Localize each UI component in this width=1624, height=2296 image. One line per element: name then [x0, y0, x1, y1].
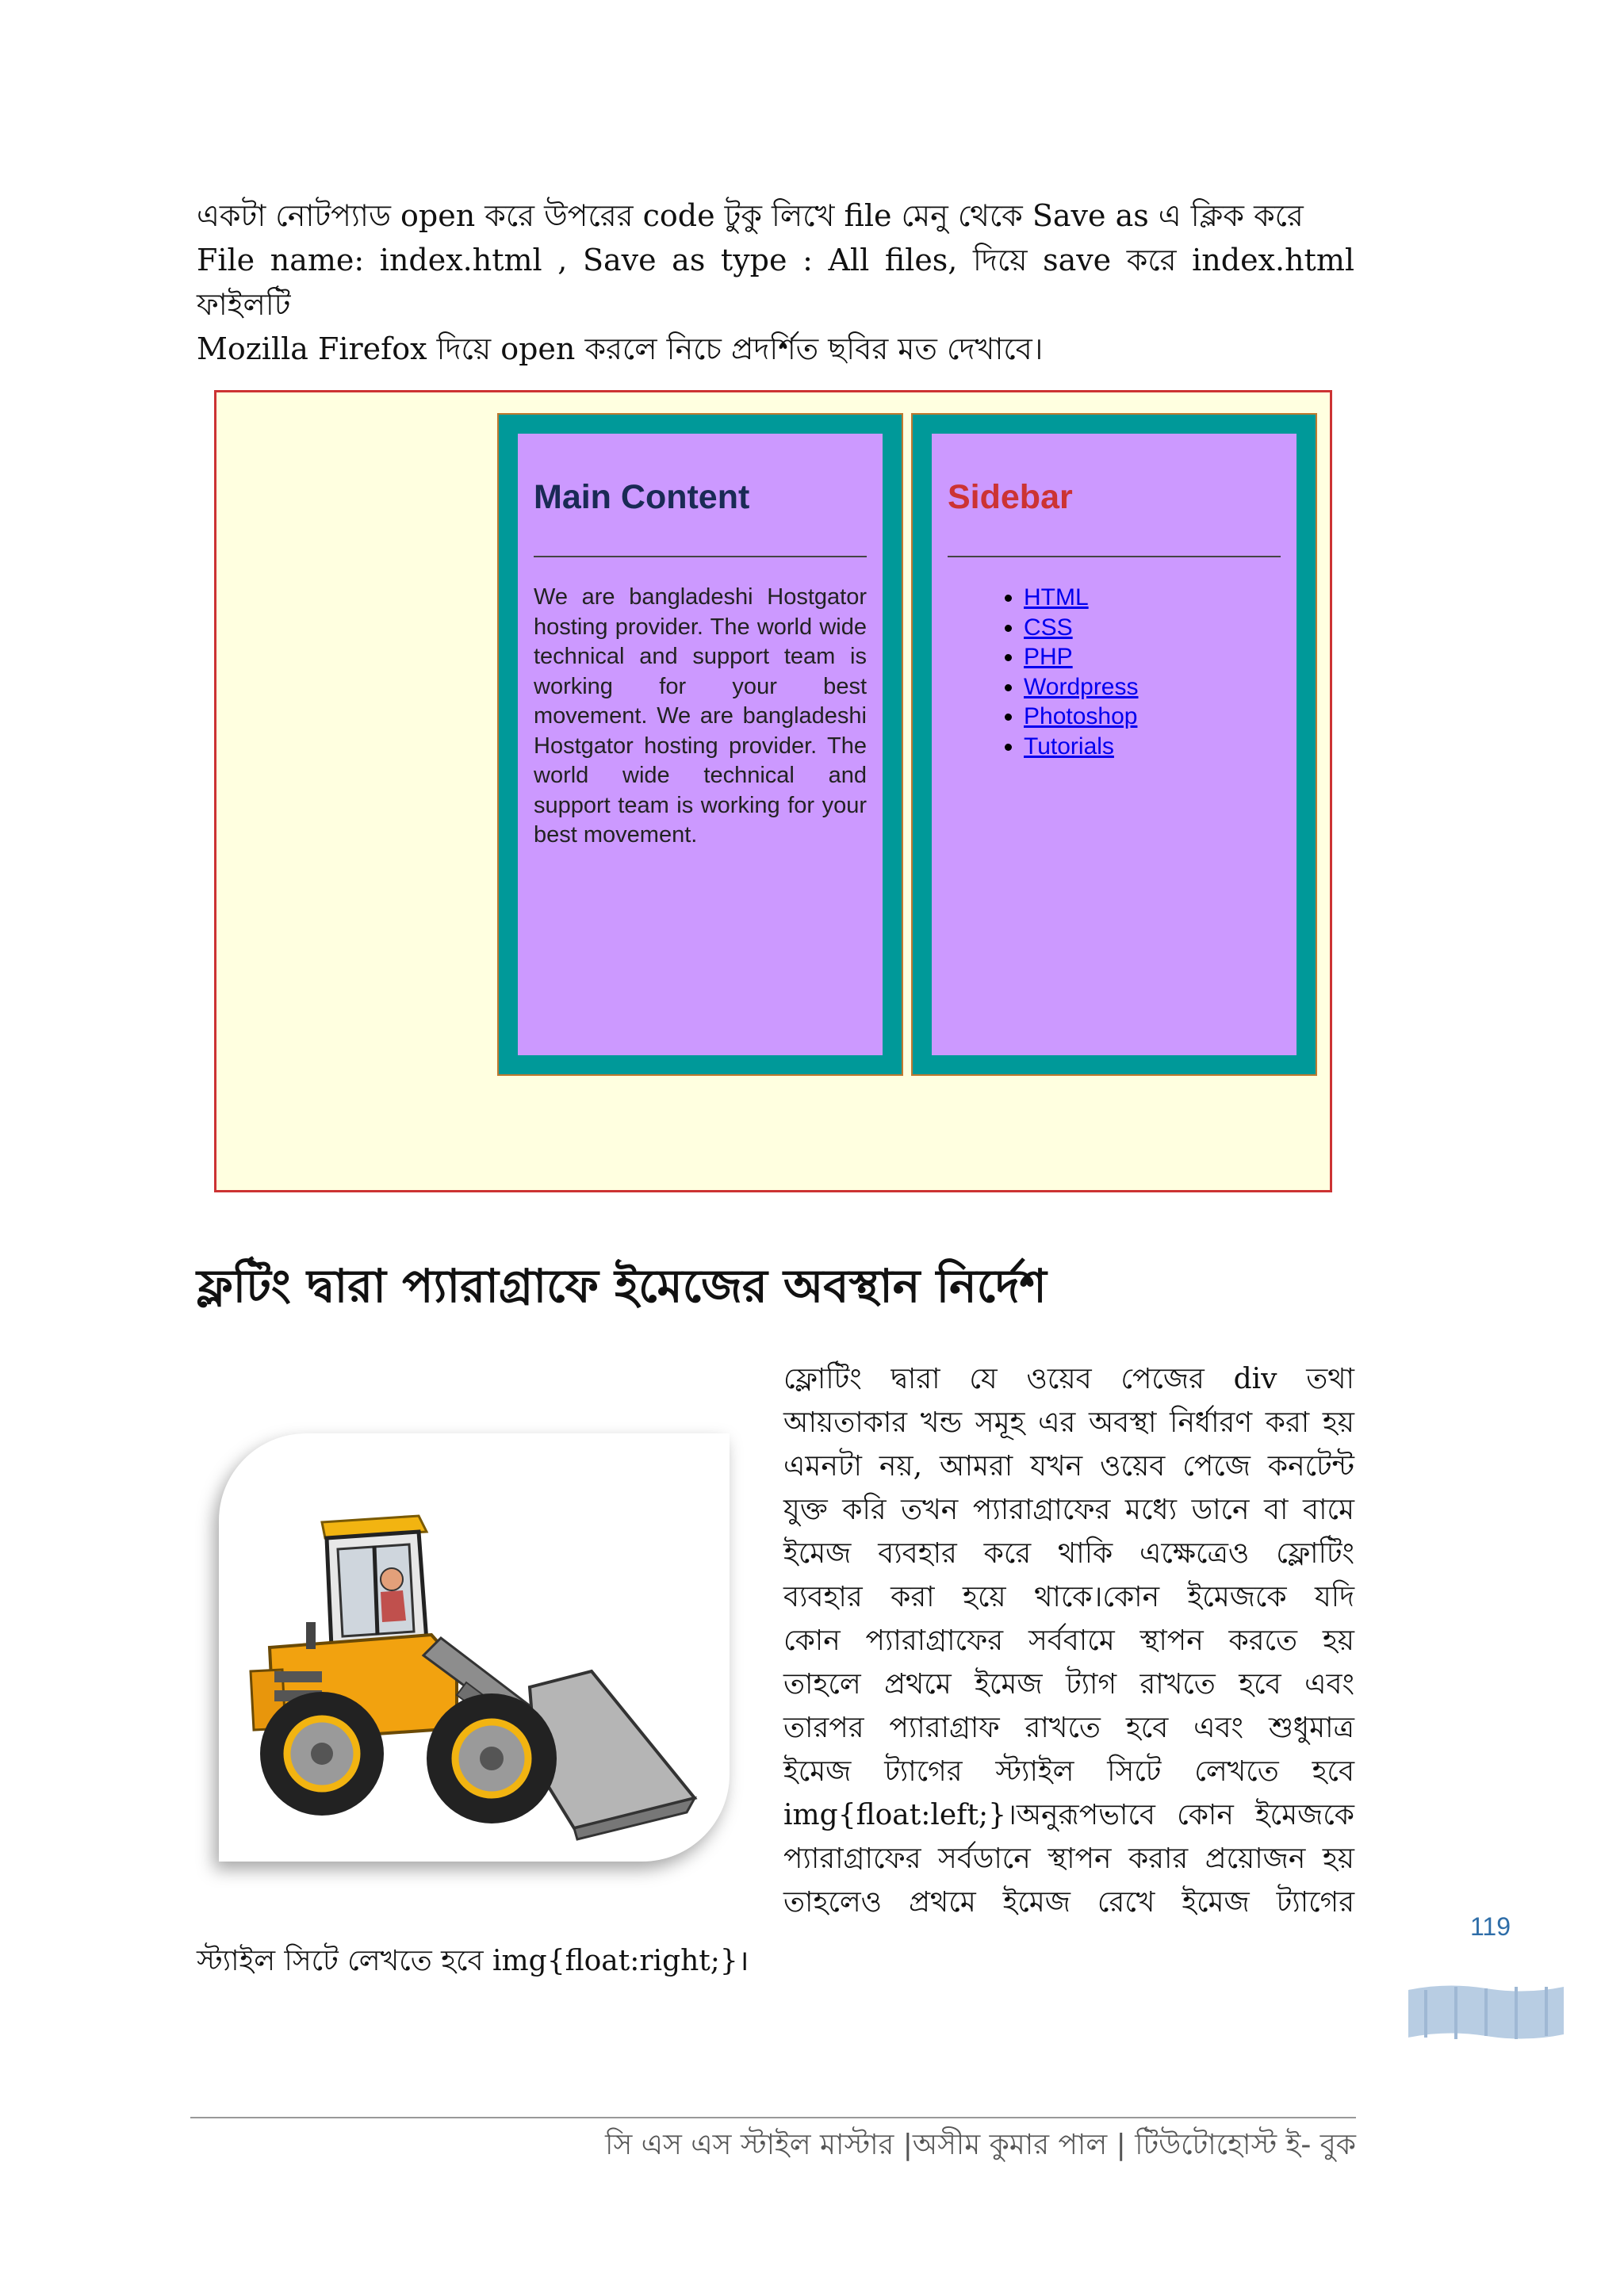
page-ribbon-decoration: [1408, 1982, 1564, 2045]
floating-paragraph: [783, 1357, 1354, 1924]
wheel-loader-image: [219, 1433, 730, 1862]
main-content-text: We are bangladeshi Hostgator hosting provider. The world wide technical and support team is working for your best movement. We are bangladeshi Hostgator hosting provider. The world wide technical and support team is working for your best movement.: [534, 584, 867, 848]
sidebar-link-php[interactable]: PHP: [1024, 644, 1073, 670]
paragraph-line: তাহলে প্রথমে ইমেজ ট্যাগ রাখতে হবে এবং: [783, 1668, 1354, 1701]
intro-line-2: File name: index.html , Save as type : All files, দিয়ে save করে index.html ফাইলটি: [197, 243, 1354, 322]
paragraph-line: ইমেজ ব্যবহার করে থাকি এক্ষেত্রেও ফ্লোটিং: [783, 1537, 1354, 1570]
sidebar-link-html[interactable]: HTML: [1024, 584, 1089, 610]
main-content-inner: [518, 434, 883, 1055]
sidebar-link-css[interactable]: CSS: [1024, 614, 1073, 641]
page-footer: সি এস এস স্টাইল মাস্টার |অসীম কুমার পাল | টিউটোহোস্ট ই- বুক: [605, 2129, 1356, 2161]
sidebar-box: [911, 413, 1317, 1076]
paragraph-line: তাহলেও প্রথমে ইমেজ রেখে ইমেজ ট্যাগের: [783, 1886, 1354, 1919]
paragraph-line: প্যারাগ্রাফের সর্বডানে স্থাপন করার প্রয়োজন হয়: [783, 1843, 1354, 1875]
sidebar-divider: [948, 556, 1281, 557]
intro-paragraph: [197, 193, 1354, 371]
footer-divider: [190, 2117, 1356, 2118]
paragraph-line: আয়তাকার খন্ড সমূহ এর অবস্থা নির্ধারণ করা হয়: [783, 1406, 1354, 1439]
list-item: [1024, 613, 1281, 643]
paragraph-line: কোন প্যারাগ্রাফের সর্ববামে স্থাপন করতে হয়: [783, 1624, 1354, 1657]
main-content-title: Main Content: [534, 478, 750, 516]
main-content-box: [497, 413, 903, 1076]
sidebar-title: Sidebar: [948, 478, 1073, 516]
paragraph-line: ফ্লোটিং দ্বারা যে ওয়েব পেজের div তথা: [783, 1363, 1354, 1395]
list-item: [1024, 583, 1281, 613]
paragraph-tail: স্ট্যাইল সিটে লেখতে হবে img{float:right;}।: [197, 1945, 749, 1977]
paragraph-line: ইমেজ ট্যাগের স্ট্যাইল সিটে লেখতে হবে: [783, 1755, 1354, 1788]
paragraph-line: যুক্ত করি তখন প্যারাগ্রাফের মধ্যে ডানে বা বামে: [783, 1494, 1354, 1526]
list-item: [1024, 672, 1281, 702]
list-item: [1024, 732, 1281, 762]
paragraph-line: ব্যবহার করা হয়ে থাকে।কোন ইমেজকে যদি: [783, 1581, 1354, 1613]
intro-line-1: একটা নোটপ্যাড open করে উপরের code টুকু লিখে file মেনু থেকে Save as এ ক্লিক করে: [197, 198, 1304, 233]
list-item: [1024, 702, 1281, 732]
sidebar-link-wordpress[interactable]: Wordpress: [1024, 673, 1139, 700]
page-number: 119: [1470, 1912, 1511, 1941]
list-item: [1024, 642, 1281, 672]
sidebar-link-list: [948, 583, 1281, 761]
sidebar-link-photoshop[interactable]: Photoshop: [1024, 703, 1138, 729]
paragraph-line: তারপর প্যারাগ্রাফ রাখতে হবে এবং শুধুমাত্র: [783, 1712, 1354, 1744]
wheel-loader-illustration: [219, 1433, 730, 1862]
paragraph-line: এমনটা নয়, আমরা যখন ওয়েব পেজে কনটেন্ট: [783, 1450, 1354, 1483]
main-content-divider: [534, 556, 867, 557]
sidebar-link-tutorials[interactable]: Tutorials: [1024, 733, 1114, 760]
sidebar-inner: [932, 434, 1297, 1055]
paragraph-line: img{float:left;}।অনুরূপভাবে কোন ইমেজকে: [783, 1799, 1354, 1831]
browser-screenshot-figure: [214, 390, 1332, 1192]
section-heading: ফ্লটিং দ্বারা প্যারাগ্রাফে ইমেজের অবস্থান নির্দেশ: [197, 1259, 1047, 1313]
intro-line-3: Mozilla Firefox দিয়ে open করলে নিচে প্রদর্শিত ছবির মত দেখাবে।: [197, 331, 1044, 366]
